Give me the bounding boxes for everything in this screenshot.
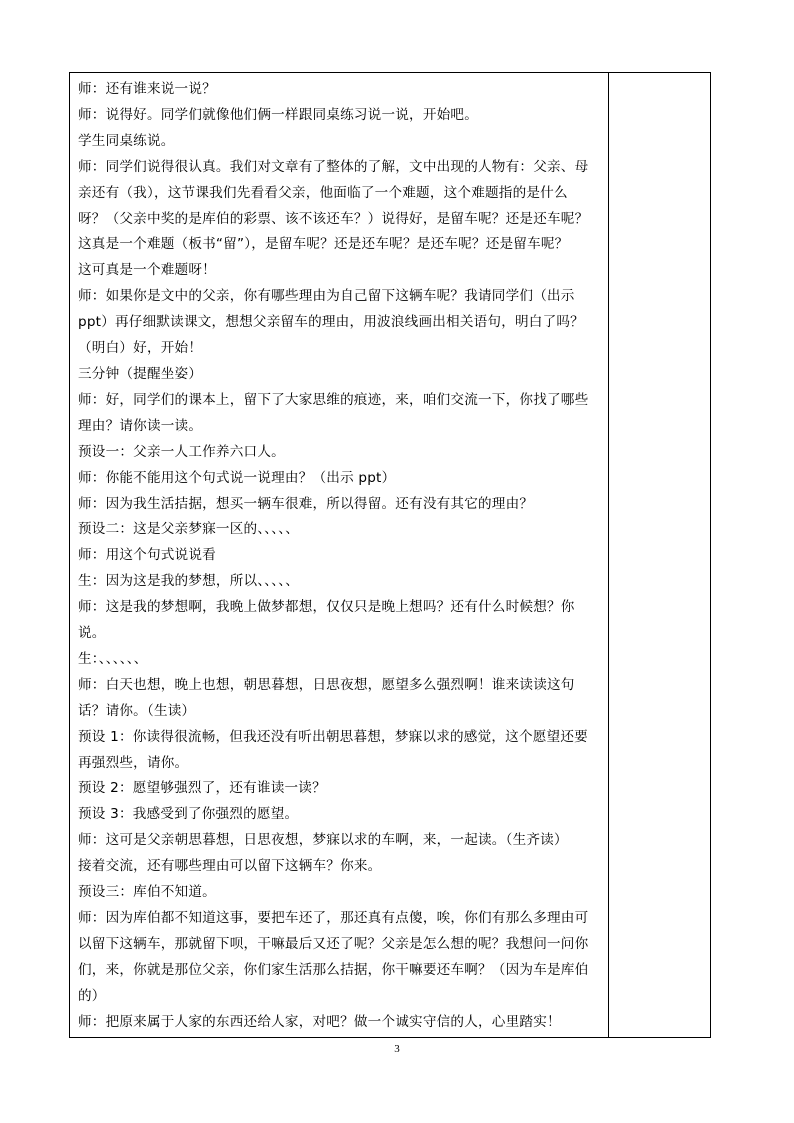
text-line: 这可真是一个难题呀！: [78, 262, 216, 279]
text-line: 亲还有（我），这节课我们先看看父亲，他面临了一个难题，这个难题指的是什么: [78, 184, 568, 201]
text-line: 师：你能不能用这个句式说一说理由？（出示 ppt）: [78, 469, 396, 486]
text-line: 再强烈些，请你。: [78, 754, 189, 771]
text-line: 理由？请你读一读。: [78, 417, 203, 434]
lesson-table: [69, 72, 711, 1038]
text-line: 预设一：父亲一人工作养六口人。: [78, 443, 285, 460]
lesson-content: [78, 77, 600, 1036]
text-line: 接着交流，还有哪些理由可以留下这辆车？你来。: [78, 858, 382, 875]
text-line: 师：同学们说得很认真。我们对文章有了整体的了解，文中出现的人物有：父亲、母: [78, 158, 589, 175]
text-line: 说。: [78, 625, 106, 642]
text-line: 师：说得好。同学们就像他们俩一样跟同桌练习说一说，开始吧。: [78, 106, 479, 123]
text-line: 师：把原来属于人家的东西还给人家，对吧？做一个诚实守信的人，心里踏实！: [78, 1013, 561, 1030]
text-line: 预设二：这是父亲梦寐一区的、、、、、: [78, 521, 300, 538]
text-line: 师：还有谁来说一说？: [78, 81, 216, 97]
text-line: 预设 1：你读得很流畅，但我还没有听出朝思暮想，梦寐以求的感觉，这个愿望还要: [78, 728, 588, 745]
text-line: 师：如果你是文中的父亲，你有哪些理由为自己留下这辆车呢？我请同学们（出示: [78, 288, 575, 305]
text-line: 生：因为这是我的梦想，所以、、、、、: [78, 573, 300, 590]
text-line: ppt）再仔细默读课文，想想父亲留车的理由，用波浪线画出相关语句，明白了吗？: [78, 314, 584, 331]
text-line: 师：因为我生活拮据，想买一辆车很难，所以得留。还有没有其它的理由？: [78, 495, 534, 512]
text-line: 师：这是我的梦想啊，我晚上做梦都想，仅仅只是晚上想吗？还有什么时候想？你: [78, 599, 575, 616]
text-line: 生：、、、、、、: [78, 650, 148, 667]
text-line: 们，来，你就是那位父亲，你们家生活那么拮据，你干嘛要还车啊？（因为车是库伯: [78, 961, 589, 978]
text-line: 这真是一个难题（板书“留”），是留车呢？还是还车呢？是还车呢？还是留车呢？: [78, 236, 569, 253]
text-line: 师：因为库伯都不知道这事，要把车还了，那还真有点傻，唉，你们有那么多理由可: [78, 910, 589, 926]
text-line: 以留下这辆车，那就留下呗，干嘛最后又还了呢？父亲是怎么想的呢？我想问一问你: [78, 935, 589, 952]
text-line: 的）: [78, 987, 106, 1004]
text-line: 呀？（父亲中奖的是库伯的彩票、该不该还车？）说得好，是留车呢？还是还车呢？: [78, 210, 589, 227]
text-line: 师：这可是父亲朝思暮想，日思夜想，梦寐以求的车啊，来，一起读。（生齐读）: [78, 832, 568, 849]
text-line: 师：用这个句式说说看: [78, 547, 216, 564]
text-line: 三分钟（提醒坐姿）: [78, 365, 203, 382]
text-line: 师：好，同学们的课本上，留下了大家思维的痕迹，来，咱们交流一下，你找了哪些: [78, 391, 589, 408]
text-line: 师：白天也想，晚上也想，朝思暮想，日思夜想，愿望多么强烈啊！谁来读读这句: [78, 676, 575, 693]
text-line: 预设 2：愿望够强烈了，还有谁读一读？: [78, 780, 326, 797]
text-line: 预设三：库伯不知道。: [78, 884, 216, 901]
page-number: 3: [394, 1043, 400, 1055]
text-line: 学生同桌练说。: [78, 132, 175, 149]
text-line: （明白）好，开始！: [78, 340, 203, 357]
column-divider: [608, 73, 609, 1037]
text-line: 话？请你。（生读）: [78, 702, 196, 719]
text-line: 预设 3：我感受到了你强烈的愿望。: [78, 806, 299, 823]
